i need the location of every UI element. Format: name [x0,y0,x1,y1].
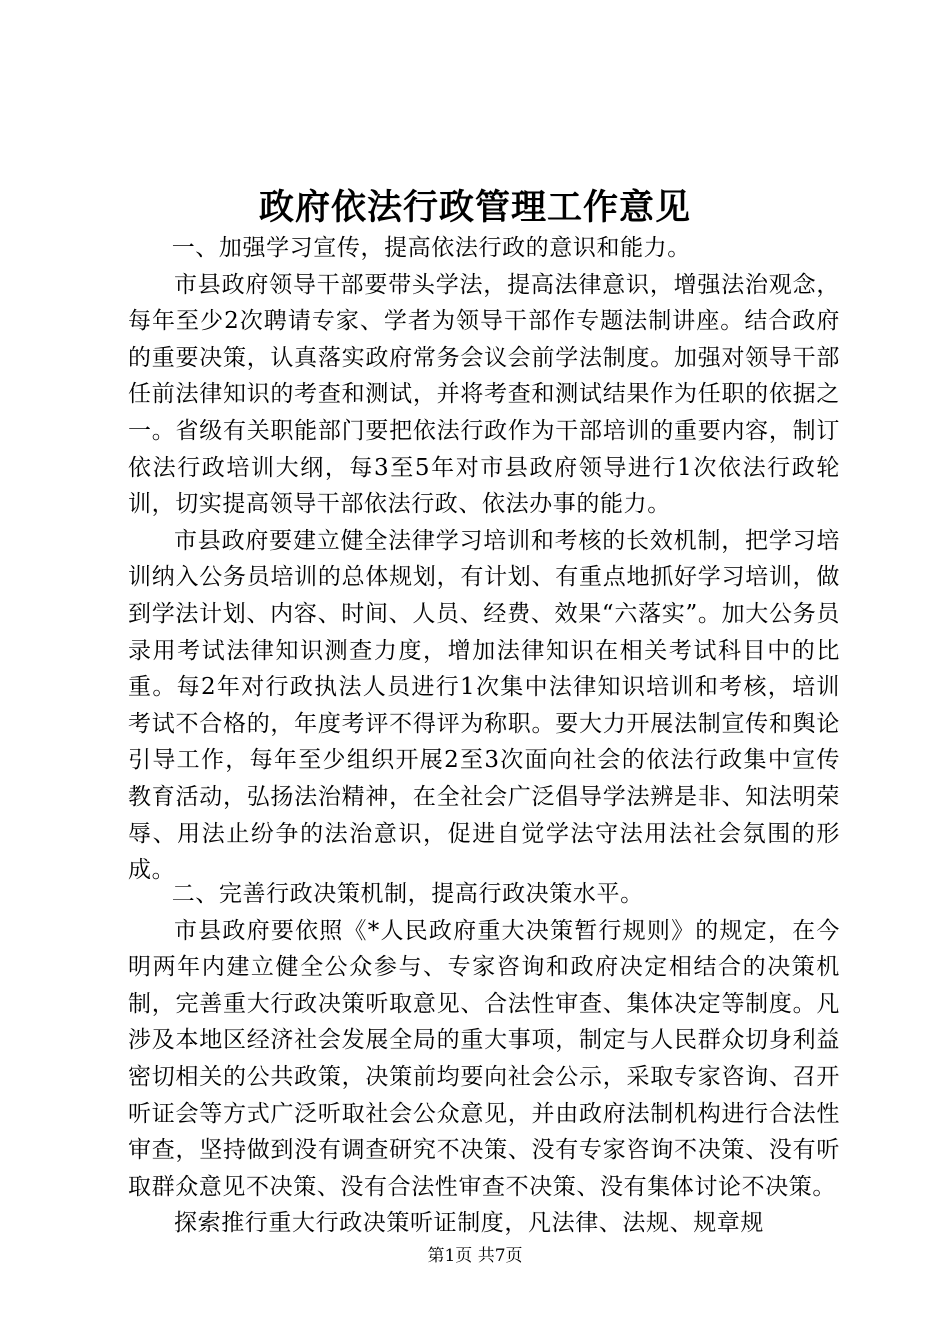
section-1 [128,230,840,889]
section-2-heading: 二、完善行政决策机制，提高行政决策水平。 [171,881,644,907]
section-1-paragraph-2: 市县政府要建立健全法律学习培训和考核的长效机制，把学习培训纳入公务员培训的总体规划，有计划、有重点地抓好学习培训，做到学法计划、内容、时间、人员、经费、效果“六落实”。加大公务员录用考试法律知识测查力度，增加法律知识在相关考试科目中的比重。每2年对行政执法人员进行1次集中法律知识培训和考核，培训考试不合格的，年度考评不得评为称职。要大力开展法制宣传和舆论引导工作，每年至少组织开展2至3次面向社会的依法行政集中宣传教育活动，弘扬法治精神，在全社会广泛倡导学法辨是非、知法明荣辱、用法止纷争的法治意识，促进自觉学法守法用法社会氛围的形成。 [128,527,840,884]
section-2-paragraph-1: 市县政府要依照《*人民政府重大决策暂行规则》的规定，在今明两年内建立健全公众参与、专家咨询和政府决定相结合的决策机制，完善重大行政决策听取意见、合法性审查、集体决定等制度。凡涉及本地区经济社会发展全局的重大事项，制定与人民群众切身利益密切相关的公共政策，决策前均要向社会公示，采取专家咨询、召开听证会等方式广泛听取社会公众意见，并由政府法制机构进行合法性审查，坚持做到没有调查研究不决策、没有专家咨询不决策、没有听取群众意见不决策、没有合法性审查不决策、没有集体讨论不决策。 [128,917,840,1200]
page-footer: 第1页 共7页 [427,1246,523,1266]
section-2-paragraph-2: 探索推行重大行政决策听证制度，凡法律、法规、规章规 [174,1210,764,1237]
section-1-heading: 一、加强学习宣传，提高依法行政的意识和能力。 [171,235,691,261]
section-1-paragraph-1: 市县政府领导干部要带头学法，提高法律意识，增强法治观念，每年至少2次聘请专家、学者为领导干部作专题法制讲座。结合政府的重要决策，认真落实政府常务会议会前学法制度。加强对领导干部任前法律知识的考查和测试，并将考查和测试结果作为任职的依据之一。省级有关职能部门要把依法行政作为干部培训的重要内容，制订依法行政培训大纲，每3至5年对市县政府领导进行1次依法行政轮训，切实提高领导干部依法行政、依法办事的能力。 [128,271,840,518]
section-2 [128,876,840,1242]
document-title: 政府依法行政管理工作意见 [258,187,691,228]
